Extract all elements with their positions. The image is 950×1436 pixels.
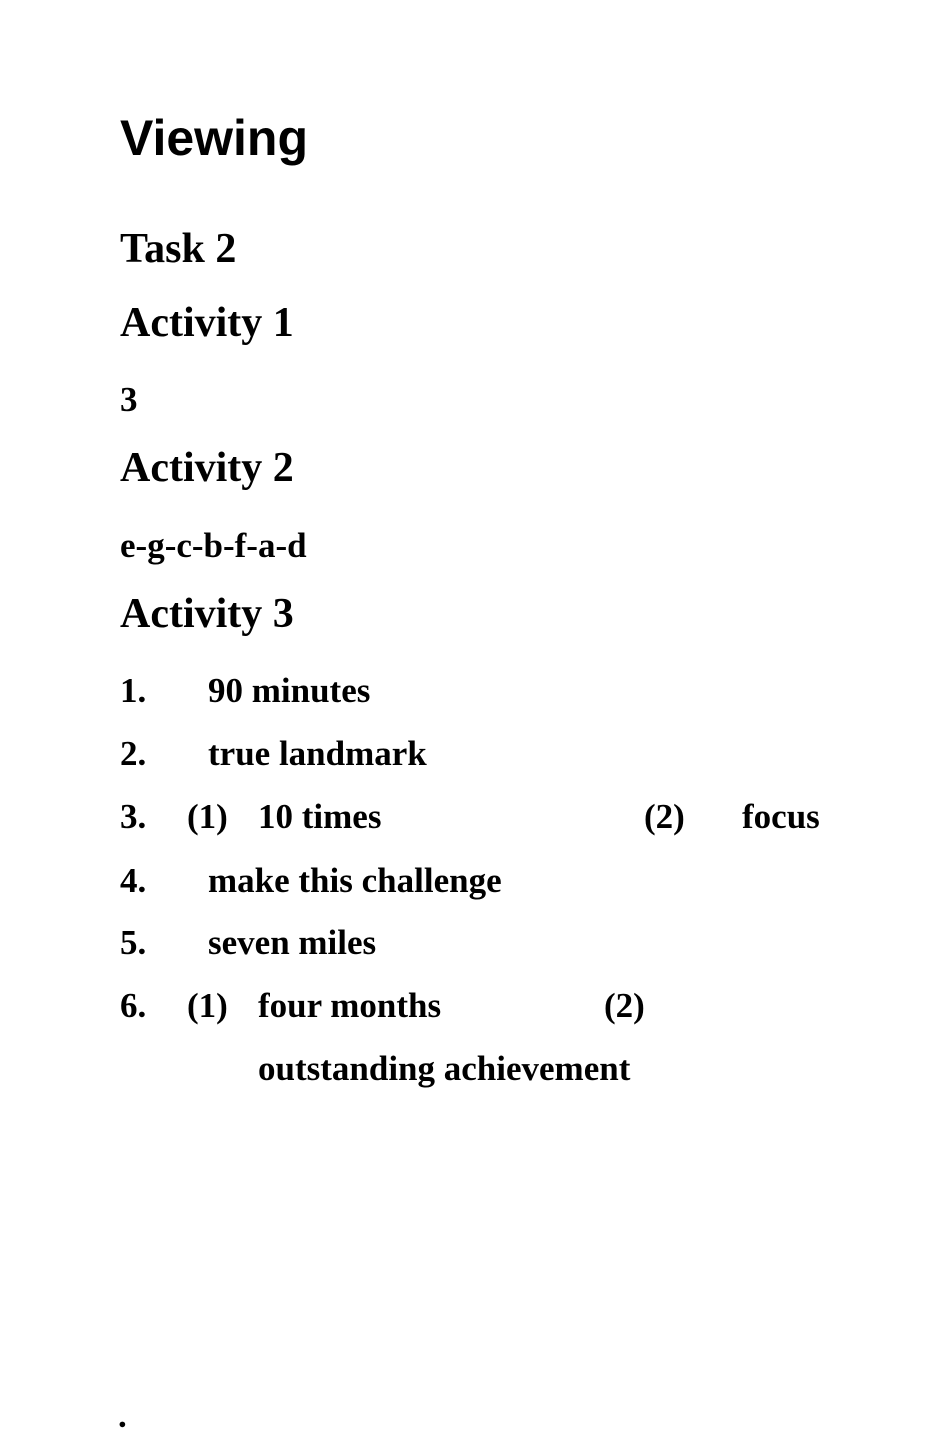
- list-item-sub-label: (1): [187, 797, 228, 836]
- list-item-number: 4.: [120, 861, 147, 900]
- list-item-number: 3.: [120, 797, 147, 836]
- activity-1-answer: 3: [120, 380, 138, 419]
- activity-3-heading: Activity 3: [120, 591, 294, 637]
- list-item-number: 2.: [120, 734, 147, 773]
- list-item-text: make this challenge: [208, 861, 502, 900]
- activity-2-heading: Activity 2: [120, 445, 294, 491]
- list-item-text: 10 times: [258, 797, 382, 836]
- list-item-text: seven miles: [208, 923, 377, 962]
- list-item-text: four months: [258, 986, 442, 1025]
- list-item-text: true landmark: [208, 734, 427, 773]
- list-item-sub-label: (2): [604, 986, 645, 1025]
- list-item-text: focus: [742, 797, 820, 836]
- page-title: Viewing: [120, 110, 309, 166]
- activity-2-answer: e-g-c-b-f-a-d: [120, 526, 307, 565]
- list-item-text: outstanding achievement: [258, 1049, 631, 1088]
- list-item-number: 1.: [120, 671, 147, 710]
- list-item-text: 90 minutes: [208, 671, 371, 710]
- list-item-number: 5.: [120, 923, 147, 962]
- list-item-sub-label: (2): [644, 797, 685, 836]
- activity-1-heading: Activity 1: [120, 300, 294, 346]
- list-item-sub-label: (1): [187, 986, 228, 1025]
- list-item-number: 6.: [120, 986, 147, 1025]
- task-heading: Task 2: [120, 226, 237, 272]
- footer-mark: .: [118, 1396, 127, 1435]
